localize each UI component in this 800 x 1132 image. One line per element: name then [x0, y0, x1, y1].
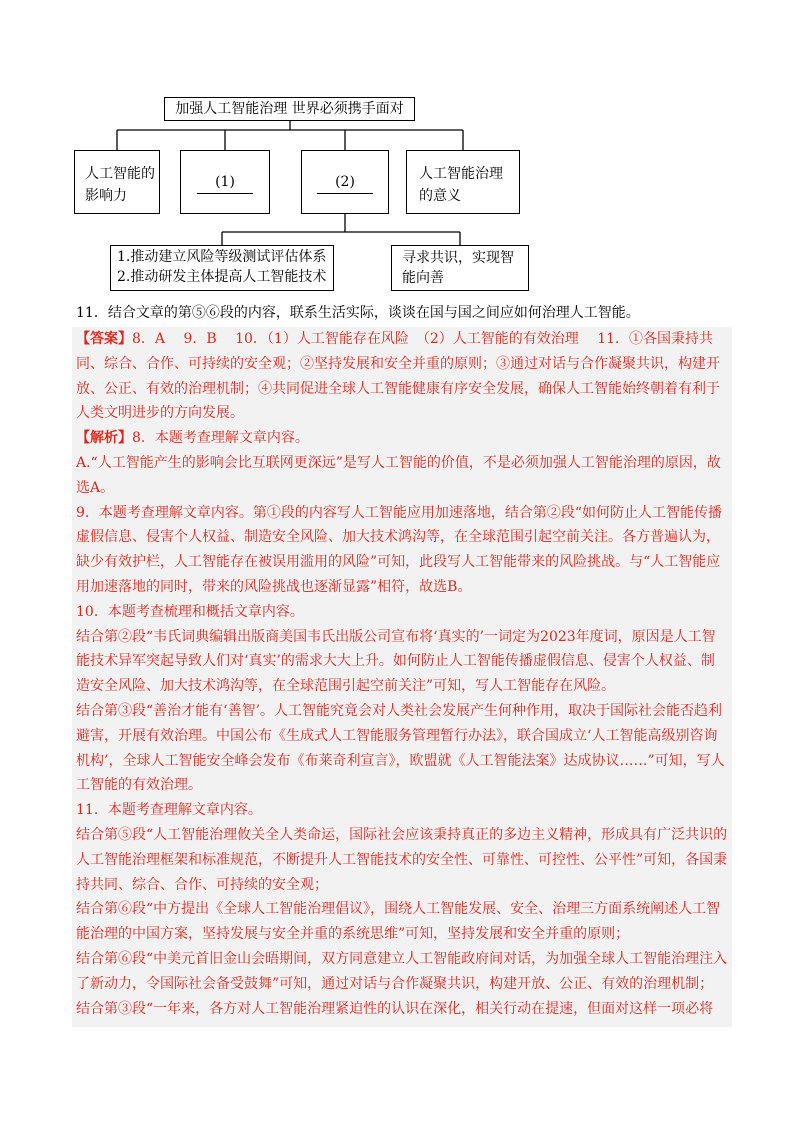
blank-2-label: (2): [317, 171, 373, 194]
blank-1-label: (1): [197, 171, 253, 194]
diagram-node-influence: [74, 150, 160, 214]
analysis-11a: 结合第⑤段“人工智能治理攸关全人类命运，国际社会应该秉持真正的多边主义精神，形成具有广泛共识的人工智能治理框架和标准规范，不断提升人工智能技术的安全性、可靠性、可控性、公平性”可知，各国秉持共同、综合、合作、可持续的安全观；: [76, 826, 728, 893]
diagram-node-blank-2: [301, 150, 389, 214]
diagram-sub-right-box: [391, 245, 529, 291]
sub-left-line-2: 2.推动研发主体提高人工智能技术: [117, 269, 327, 285]
sub-right-label: 寻求共识，实现智能向善: [402, 250, 514, 286]
analysis-10a: 结合第②段“韦氏词典编辑出版商美国韦氏出版公司宣布将‘真实的’一词定为2023年度词，原因是人工智能技术异军突起导致人们对‘真实’的需求大大上升。如何防止人工智能传播虚假信息、侵害个人权益、制造安全风险、加大技术鸿沟等，在全球范围引起空前关注”可知，写人工智能存在风险。: [76, 628, 716, 695]
analysis-11c: 结合第⑥段“中美元首旧金山会晤期间，双方同意建立人工智能政府间对话，为加强全球人工智能治理注入了新动力，令国际社会备受鼓舞”可知，通过对话与合作凝聚共识，构建开放、公正、有效的治理机制；: [76, 950, 728, 992]
analysis-10: 10．本题考查梳理和概括文章内容。: [76, 603, 304, 620]
diagram-top-title: 加强人工智能治理 世界必须携手面对: [175, 101, 404, 117]
analysis-9: 9．本题考查理解文章内容。第①段的内容写人工智能应用加速落地，结合第②段“如何防止人工智能传播虚假信息、侵害个人权益、制造安全风险、加大技术鸿沟等，在全球范围引起空前关注。各方普遍认为，缺少有效护栏，人工智能存在被误用滥用的风险”可知，此段写人工智能带来的风险挑战。与“人工智能应用加速落地的同时，带来的风险挑战也逐渐显露”相符，故选B。: [76, 504, 723, 595]
analysis-11b: 结合第⑥段“中方提出《全球人工智能治理倡议》，围绕人工智能发展、安全、治理三方面系统阐述人工智能治理的中国方案，坚持发展与安全并重的系统思维”可知，坚持发展和安全并重的原则；: [76, 901, 721, 943]
diagram-top-box: [164, 97, 415, 121]
diagram-node-blank-1: [180, 150, 270, 214]
diagram-node-significance: [406, 150, 520, 214]
diagram-node-significance-label: 人工智能治理的意义: [419, 166, 503, 204]
analysis-11d: 结合第③段“一年来，各方对人工智能治理紧迫性的认识在深化，相关行动在提速，但面对这样一项必将: [76, 1000, 714, 1017]
analysis-11: 11．本题考查理解文章内容。: [76, 802, 262, 819]
answer-section: [72, 327, 732, 1027]
answer-tag: 【答案】: [76, 331, 132, 347]
analysis-8a: A.“人工智能产生的影响会比互联网更深远”是写人工智能的价值，不是必须加强人工智能治理的原因，故选A。: [76, 454, 721, 496]
sub-left-line-1: 1.推动建立风险等级测试评估体系: [117, 249, 327, 265]
answer-paragraph: [72, 327, 732, 426]
diagram-node-influence-label: 人工智能的影响力: [85, 166, 155, 204]
question-11: 11．结合文章的第⑤⑥段的内容，联系生活实际，谈谈在国与国之间应如何治理人工智能。: [76, 305, 640, 321]
analysis-8: 8．本题考查理解文章内容。: [132, 430, 309, 447]
analysis-10b: 结合第③段“善治才能有‘善智’。人工智能究竟会对人类社会发展产生何种作用，取决于国际社会能否趋利避害，开展有效治理。中国公布《生成式人工智能服务管理暂行办法》，联合国成立‘人工智能高级别咨询机构’，全球人工智能安全峰会发布《布莱奇利宣言》，欧盟就《人工智能法案》达成协议……”可知，写人工智能的有效治理。: [76, 702, 725, 794]
analysis-heading: [72, 426, 732, 451]
diagram-sub-left-box: [110, 245, 334, 291]
analysis-tag: 【解析】: [76, 430, 132, 447]
answer-body: 8．A 9．B 10．（1）人工智能存在风险 （2）人工智能的有效治理 11．①各国秉持共同、综合、合作、可持续的安全观；②坚持发展和安全并重的原则；③通过对话与合作凝聚共识，构建开放、公正、有效的治理机制；④共同促进全球人工智能健康有序安全发展，确保人工智能始终朝着有利于人类文明进步的方向发展。: [76, 331, 720, 422]
